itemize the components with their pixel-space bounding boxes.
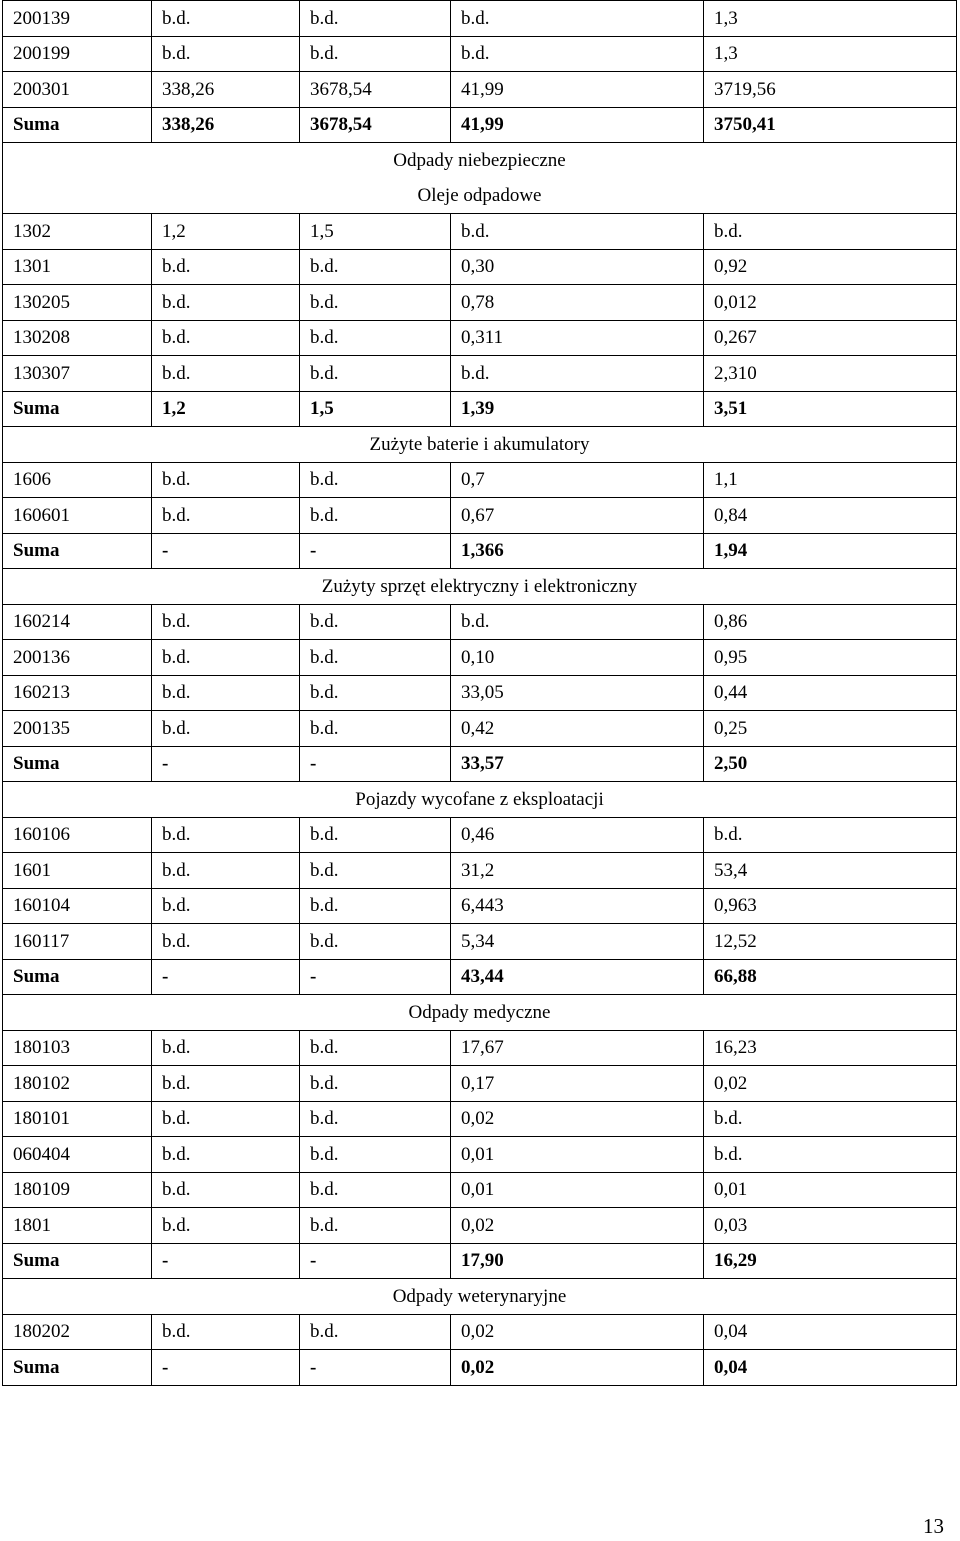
col4-cell: 0,01 bbox=[451, 1137, 704, 1173]
col5-cell: 0,02 bbox=[704, 1066, 957, 1102]
table-row bbox=[3, 1208, 957, 1244]
table-row bbox=[3, 1, 957, 37]
col2-cell: b.d. bbox=[152, 675, 300, 711]
code-cell: 060404 bbox=[3, 1137, 152, 1173]
col5-cell: 0,04 bbox=[704, 1350, 957, 1386]
col4-cell: 1,39 bbox=[451, 391, 704, 427]
sum-row bbox=[3, 107, 957, 143]
code-cell: Suma bbox=[3, 1350, 152, 1386]
col3-cell: b.d. bbox=[300, 604, 451, 640]
col5-cell: 0,25 bbox=[704, 711, 957, 747]
col2-cell: b.d. bbox=[152, 1030, 300, 1066]
col2-cell: b.d. bbox=[152, 462, 300, 498]
code-cell: 200199 bbox=[3, 36, 152, 72]
col5-cell: 16,23 bbox=[704, 1030, 957, 1066]
section-header-row bbox=[3, 178, 957, 214]
section-title: Zużyte baterie i akumulatory bbox=[3, 427, 957, 463]
col4-cell: 1,366 bbox=[451, 533, 704, 569]
col3-cell: b.d. bbox=[300, 36, 451, 72]
col5-cell: b.d. bbox=[704, 1101, 957, 1137]
col3-cell: b.d. bbox=[300, 1208, 451, 1244]
col2-cell: b.d. bbox=[152, 924, 300, 960]
section-header-row bbox=[3, 569, 957, 605]
col4-cell: b.d. bbox=[451, 36, 704, 72]
table-row bbox=[3, 356, 957, 392]
table-row bbox=[3, 214, 957, 250]
col4-cell: 0,17 bbox=[451, 1066, 704, 1102]
code-cell: Suma bbox=[3, 391, 152, 427]
col5-cell: 0,03 bbox=[704, 1208, 957, 1244]
sum-row bbox=[3, 746, 957, 782]
col3-cell: b.d. bbox=[300, 675, 451, 711]
col4-cell: 41,99 bbox=[451, 72, 704, 108]
col3-cell: 1,5 bbox=[300, 214, 451, 250]
col2-cell: b.d. bbox=[152, 1208, 300, 1244]
page-number: 13 bbox=[923, 1514, 944, 1538]
col5-cell: 16,29 bbox=[704, 1243, 957, 1279]
code-cell: 180109 bbox=[3, 1172, 152, 1208]
col4-cell: 0,78 bbox=[451, 285, 704, 321]
waste-table-body bbox=[3, 1, 957, 1386]
code-cell: 160214 bbox=[3, 604, 152, 640]
table-row bbox=[3, 72, 957, 108]
table-row bbox=[3, 853, 957, 889]
col3-cell: 3678,54 bbox=[300, 72, 451, 108]
col4-cell: 0,02 bbox=[451, 1350, 704, 1386]
section-header-row bbox=[3, 995, 957, 1031]
table-row bbox=[3, 498, 957, 534]
sum-row bbox=[3, 1350, 957, 1386]
col2-cell: b.d. bbox=[152, 36, 300, 72]
col3-cell: b.d. bbox=[300, 1314, 451, 1350]
section-title: Pojazdy wycofane z eksploatacji bbox=[3, 782, 957, 818]
col4-cell: b.d. bbox=[451, 1, 704, 37]
col4-cell: 6,443 bbox=[451, 888, 704, 924]
col3-cell: b.d. bbox=[300, 1066, 451, 1102]
code-cell: Suma bbox=[3, 959, 152, 995]
table-row bbox=[3, 1314, 957, 1350]
col5-cell: 3750,41 bbox=[704, 107, 957, 143]
code-cell: 200301 bbox=[3, 72, 152, 108]
col2-cell: b.d. bbox=[152, 604, 300, 640]
col3-cell: b.d. bbox=[300, 924, 451, 960]
code-cell: 180102 bbox=[3, 1066, 152, 1102]
section-title: Zużyty sprzęt elektryczny i elektroniczny bbox=[3, 569, 957, 605]
col4-cell: 0,02 bbox=[451, 1208, 704, 1244]
col3-cell: b.d. bbox=[300, 1172, 451, 1208]
col5-cell: 0,04 bbox=[704, 1314, 957, 1350]
col5-cell: 53,4 bbox=[704, 853, 957, 889]
col2-cell: b.d. bbox=[152, 1, 300, 37]
col3-cell: - bbox=[300, 533, 451, 569]
col4-cell: b.d. bbox=[451, 356, 704, 392]
code-cell: 1301 bbox=[3, 249, 152, 285]
table-row bbox=[3, 285, 957, 321]
col2-cell: b.d. bbox=[152, 853, 300, 889]
code-cell: 160213 bbox=[3, 675, 152, 711]
col2-cell: b.d. bbox=[152, 1172, 300, 1208]
code-cell: 1606 bbox=[3, 462, 152, 498]
table-row bbox=[3, 888, 957, 924]
col5-cell: 0,92 bbox=[704, 249, 957, 285]
col4-cell: 5,34 bbox=[451, 924, 704, 960]
col2-cell: b.d. bbox=[152, 1101, 300, 1137]
col3-cell: b.d. bbox=[300, 498, 451, 534]
sum-row bbox=[3, 391, 957, 427]
code-cell: 200136 bbox=[3, 640, 152, 676]
table-row bbox=[3, 604, 957, 640]
code-cell: 130208 bbox=[3, 320, 152, 356]
col3-cell: 3678,54 bbox=[300, 107, 451, 143]
col3-cell: b.d. bbox=[300, 817, 451, 853]
table-row bbox=[3, 1137, 957, 1173]
section-header-row bbox=[3, 782, 957, 818]
table-row bbox=[3, 320, 957, 356]
col3-cell: b.d. bbox=[300, 249, 451, 285]
col4-cell: b.d. bbox=[451, 214, 704, 250]
waste-table bbox=[2, 0, 957, 1386]
col4-cell: 0,67 bbox=[451, 498, 704, 534]
col2-cell: - bbox=[152, 533, 300, 569]
code-cell: 200135 bbox=[3, 711, 152, 747]
code-cell: Suma bbox=[3, 107, 152, 143]
code-cell: 180103 bbox=[3, 1030, 152, 1066]
section-title: Odpady weterynaryjne bbox=[3, 1279, 957, 1315]
col4-cell: b.d. bbox=[451, 604, 704, 640]
sum-row bbox=[3, 1243, 957, 1279]
table-row bbox=[3, 817, 957, 853]
section-title: Oleje odpadowe bbox=[3, 178, 957, 214]
section-header-row bbox=[3, 427, 957, 463]
code-cell: 1601 bbox=[3, 853, 152, 889]
col5-cell: b.d. bbox=[704, 214, 957, 250]
sum-row bbox=[3, 533, 957, 569]
col4-cell: 0,10 bbox=[451, 640, 704, 676]
col4-cell: 0,46 bbox=[451, 817, 704, 853]
section-title: Odpady niebezpieczne bbox=[3, 143, 957, 179]
code-cell: Suma bbox=[3, 533, 152, 569]
sum-row bbox=[3, 959, 957, 995]
col2-cell: b.d. bbox=[152, 1066, 300, 1102]
col2-cell: 1,2 bbox=[152, 214, 300, 250]
table-row bbox=[3, 249, 957, 285]
col4-cell: 41,99 bbox=[451, 107, 704, 143]
code-cell: 180202 bbox=[3, 1314, 152, 1350]
col2-cell: b.d. bbox=[152, 320, 300, 356]
section-header-row bbox=[3, 1279, 957, 1315]
col5-cell: 3719,56 bbox=[704, 72, 957, 108]
code-cell: Suma bbox=[3, 746, 152, 782]
col5-cell: 0,267 bbox=[704, 320, 957, 356]
col4-cell: 33,57 bbox=[451, 746, 704, 782]
code-cell: 130205 bbox=[3, 285, 152, 321]
section-title: Odpady medyczne bbox=[3, 995, 957, 1031]
col2-cell: 1,2 bbox=[152, 391, 300, 427]
col4-cell: 0,02 bbox=[451, 1101, 704, 1137]
col4-cell: 43,44 bbox=[451, 959, 704, 995]
col4-cell: 17,67 bbox=[451, 1030, 704, 1066]
col5-cell: 1,3 bbox=[704, 36, 957, 72]
col3-cell: b.d. bbox=[300, 320, 451, 356]
table-row bbox=[3, 640, 957, 676]
col4-cell: 0,311 bbox=[451, 320, 704, 356]
col3-cell: b.d. bbox=[300, 1030, 451, 1066]
col4-cell: 17,90 bbox=[451, 1243, 704, 1279]
code-cell: 160117 bbox=[3, 924, 152, 960]
col2-cell: - bbox=[152, 1350, 300, 1386]
col4-cell: 33,05 bbox=[451, 675, 704, 711]
table-row bbox=[3, 675, 957, 711]
table-row bbox=[3, 924, 957, 960]
col3-cell: b.d. bbox=[300, 285, 451, 321]
section-header-row bbox=[3, 143, 957, 179]
table-row bbox=[3, 1101, 957, 1137]
code-cell: 160601 bbox=[3, 498, 152, 534]
col3-cell: b.d. bbox=[300, 1101, 451, 1137]
col5-cell: b.d. bbox=[704, 1137, 957, 1173]
col3-cell: b.d. bbox=[300, 711, 451, 747]
col2-cell: - bbox=[152, 746, 300, 782]
col5-cell: 66,88 bbox=[704, 959, 957, 995]
col5-cell: 0,86 bbox=[704, 604, 957, 640]
col5-cell: 0,84 bbox=[704, 498, 957, 534]
col3-cell: b.d. bbox=[300, 888, 451, 924]
col4-cell: 0,30 bbox=[451, 249, 704, 285]
col2-cell: b.d. bbox=[152, 356, 300, 392]
col3-cell: 1,5 bbox=[300, 391, 451, 427]
col3-cell: - bbox=[300, 959, 451, 995]
col4-cell: 0,01 bbox=[451, 1172, 704, 1208]
col5-cell: 1,94 bbox=[704, 533, 957, 569]
col3-cell: b.d. bbox=[300, 1137, 451, 1173]
col5-cell: 2,310 bbox=[704, 356, 957, 392]
col3-cell: b.d. bbox=[300, 853, 451, 889]
col2-cell: b.d. bbox=[152, 498, 300, 534]
table-row bbox=[3, 1172, 957, 1208]
col2-cell: 338,26 bbox=[152, 72, 300, 108]
col2-cell: b.d. bbox=[152, 888, 300, 924]
col4-cell: 0,02 bbox=[451, 1314, 704, 1350]
code-cell: 160104 bbox=[3, 888, 152, 924]
col4-cell: 31,2 bbox=[451, 853, 704, 889]
table-row bbox=[3, 36, 957, 72]
col2-cell: 338,26 bbox=[152, 107, 300, 143]
code-cell: 1801 bbox=[3, 1208, 152, 1244]
col2-cell: b.d. bbox=[152, 1314, 300, 1350]
col3-cell: b.d. bbox=[300, 462, 451, 498]
col5-cell: 2,50 bbox=[704, 746, 957, 782]
col4-cell: 0,42 bbox=[451, 711, 704, 747]
col3-cell: - bbox=[300, 1243, 451, 1279]
col5-cell: 0,95 bbox=[704, 640, 957, 676]
table-row bbox=[3, 1066, 957, 1102]
col3-cell: b.d. bbox=[300, 640, 451, 676]
col5-cell: 3,51 bbox=[704, 391, 957, 427]
col5-cell: 0,963 bbox=[704, 888, 957, 924]
col2-cell: b.d. bbox=[152, 817, 300, 853]
col2-cell: - bbox=[152, 1243, 300, 1279]
col3-cell: - bbox=[300, 746, 451, 782]
col5-cell: b.d. bbox=[704, 817, 957, 853]
table-row bbox=[3, 462, 957, 498]
col2-cell: b.d. bbox=[152, 711, 300, 747]
col2-cell: - bbox=[152, 959, 300, 995]
col5-cell: 0,44 bbox=[704, 675, 957, 711]
col3-cell: b.d. bbox=[300, 356, 451, 392]
code-cell: 130307 bbox=[3, 356, 152, 392]
code-cell: Suma bbox=[3, 1243, 152, 1279]
col2-cell: b.d. bbox=[152, 285, 300, 321]
code-cell: 160106 bbox=[3, 817, 152, 853]
col3-cell: - bbox=[300, 1350, 451, 1386]
code-cell: 200139 bbox=[3, 1, 152, 37]
col2-cell: b.d. bbox=[152, 1137, 300, 1173]
col5-cell: 0,01 bbox=[704, 1172, 957, 1208]
col5-cell: 0,012 bbox=[704, 285, 957, 321]
col5-cell: 1,1 bbox=[704, 462, 957, 498]
code-cell: 180101 bbox=[3, 1101, 152, 1137]
table-row bbox=[3, 1030, 957, 1066]
col4-cell: 0,7 bbox=[451, 462, 704, 498]
col5-cell: 12,52 bbox=[704, 924, 957, 960]
col2-cell: b.d. bbox=[152, 249, 300, 285]
table-row bbox=[3, 711, 957, 747]
code-cell: 1302 bbox=[3, 214, 152, 250]
col2-cell: b.d. bbox=[152, 640, 300, 676]
col3-cell: b.d. bbox=[300, 1, 451, 37]
col5-cell: 1,3 bbox=[704, 1, 957, 37]
